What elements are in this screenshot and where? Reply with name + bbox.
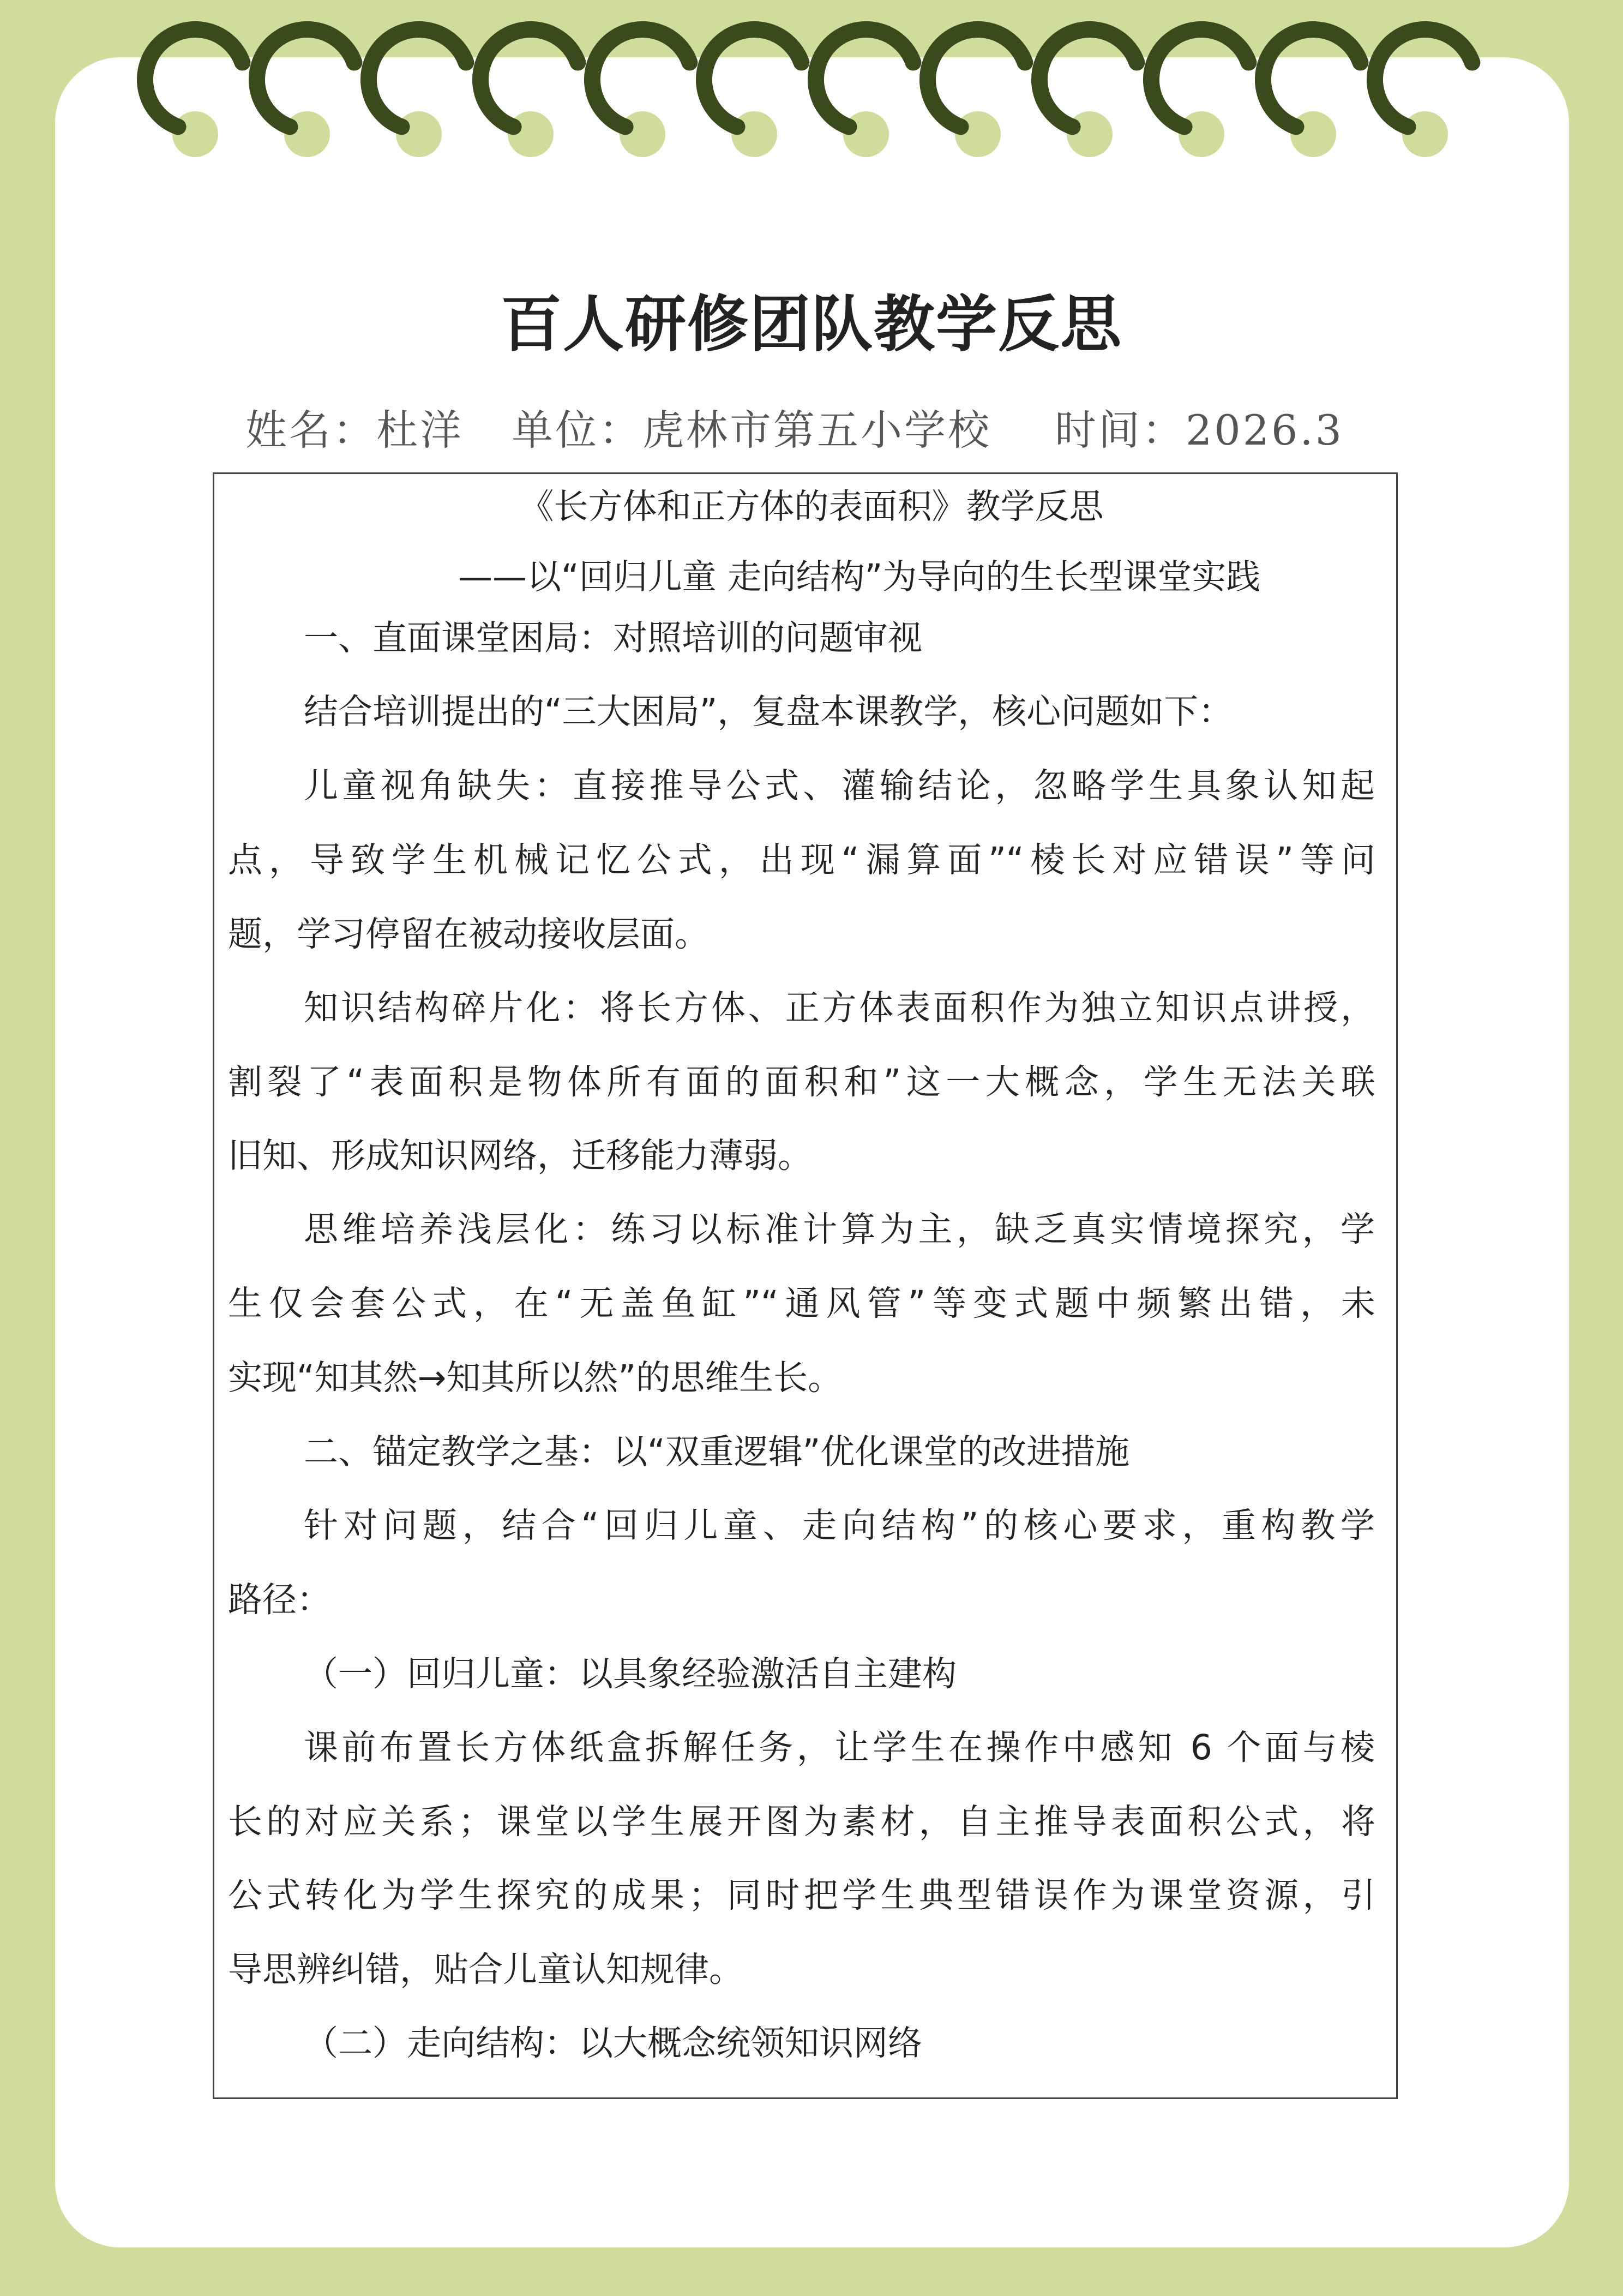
author-unit: 单位：虎林市第五小学校 bbox=[512, 406, 991, 454]
body-line: 导思辨纠错，贴合儿童认知规律。 bbox=[228, 1950, 743, 1989]
body-line: 儿童视角缺失：直接推导公式、灌输结论，忽略学生具象认知起 bbox=[304, 766, 1375, 806]
body-line: 知识结构碎片化：将长方体、正方体表面积作为独立知识点讲授， bbox=[304, 988, 1375, 1028]
report-time: 时间：2026.3 bbox=[1055, 406, 1344, 454]
body-line: 结合培训提出的“三大困局”，复盘本课教学，核心问题如下： bbox=[304, 692, 1233, 732]
section-heading: 二、锚定教学之基：以“双重逻辑”优化课堂的改进措施 bbox=[304, 1432, 1130, 1472]
body-line: 实现“知其然→知其所以然”的思维生长。 bbox=[228, 1358, 843, 1398]
body-line: 公式转化为学生探究的成果；同时把学生典型错误作为课堂资源，引 bbox=[228, 1875, 1375, 1915]
author-name: 姓名：杜洋 bbox=[245, 406, 464, 454]
subsection-heading: （二）走向结构：以大概念统领知识网络 bbox=[304, 2023, 922, 2063]
body-line: 生仅会套公式，在“无盖鱼缸”“通风管”等变式题中频繁出错，未 bbox=[228, 1284, 1375, 1323]
body-line: 题，学习停留在被动接收层面。 bbox=[228, 914, 709, 954]
body-line: 课前布置长方体纸盒拆解任务，让学生在操作中感知 6 个面与棱 bbox=[304, 1728, 1375, 1767]
body-line: 割裂了“表面积是物体所有面的面积和”这一大概念，学生无法关联 bbox=[228, 1062, 1375, 1102]
subsection-heading: （一）回归儿童：以具象经验激活自主建构 bbox=[304, 1654, 957, 1694]
body-line: 点，导致学生机械记忆公式，出现“漏算面”“棱长对应错误”等问 bbox=[228, 840, 1375, 880]
body-line: 针对问题，结合“回归儿童、走向结构”的核心要求，重构教学 bbox=[304, 1506, 1375, 1545]
essay-title: 《长方体和正方体的表面积》教学反思 bbox=[519, 487, 1104, 526]
body-line: 思维培养浅层化：练习以标准计算为主，缺乏真实情境探究，学 bbox=[304, 1209, 1375, 1249]
body-line: 路径： bbox=[228, 1580, 331, 1620]
section-heading: 一、直面课堂困局：对照培训的问题审视 bbox=[304, 618, 922, 658]
body-line: 旧知、形成知识网络，迁移能力薄弱。 bbox=[228, 1136, 812, 1176]
page-title: 百人研修团队教学反思 bbox=[501, 289, 1122, 360]
body-line: 长的对应关系；课堂以学生展开图为素材，自主推导表面积公式，将 bbox=[228, 1802, 1375, 1842]
essay-subtitle: ——以“回归儿童 走向结构”为导向的生长型课堂实践 bbox=[458, 557, 1261, 597]
